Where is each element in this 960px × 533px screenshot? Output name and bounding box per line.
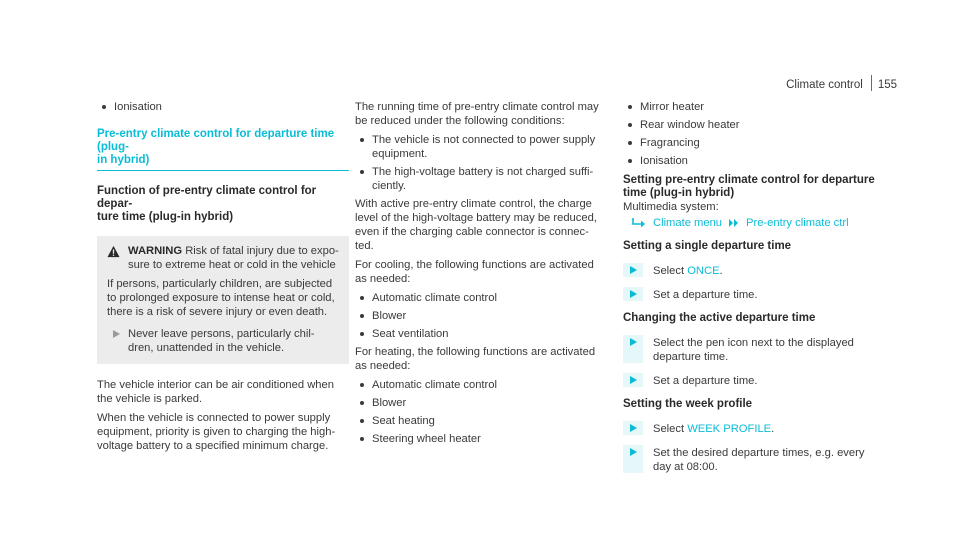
list-item: Fragrancing [623,136,883,150]
paragraph: For heating, the following functions are activated as needed: [355,346,596,372]
list-item: Automatic climate control [355,291,607,305]
list-item: Rear window heater [623,118,883,132]
column-left [97,100,349,458]
subheading: Changing the active departure time [623,312,816,324]
list-item: Seat ventilation [355,327,607,341]
warning-triangle-icon [107,245,120,258]
step-arrow-icon [623,287,643,301]
chapter-title: Climate control [786,79,863,91]
list-item: Steering wheel heater [355,432,607,446]
list-item: Blower [355,309,607,323]
header-divider [871,75,872,91]
system-label: Multimedia system: [623,201,719,213]
step-arrow-icon [623,263,643,277]
page-number: 155 [877,79,897,91]
list-item: Mirror heater [623,100,883,114]
instruction-step: Set a departure time. [623,288,883,302]
list-item: Automatic climate control [355,378,607,392]
warning-body: If persons, particularly children, are subjected to prolonged exposure to intense heat or cold, there is a risk of severe injury or even death. [107,278,335,318]
instruction-step: Set the desired departure times, e.g. every day at 08:00. [623,446,883,474]
paragraph: With active pre-entry climate control, the charge level of the high-voltage battery may be reduced, even if the charging cable connector is connec- ted. [355,198,597,252]
page-header [786,72,897,92]
list-item: Blower [355,396,607,410]
menu-path [623,216,883,230]
paragraph: The vehicle interior can be air conditioned when the vehicle is parked. [97,379,334,405]
double-chevron-icon [728,218,740,228]
column-right [623,100,883,480]
instruction-step: Set a departure time. [623,374,883,388]
enter-arrow-icon [631,217,647,229]
step-arrow-icon [113,330,120,338]
week-profile-option[interactable]: WEEK PROFILE [687,423,772,435]
subheading: Function of pre-entry climate control for depar- ture time (plug-in hybrid) [97,185,317,223]
warning-box [97,236,349,364]
warning-step: Never leave persons, particularly chil- dren, unattended in the vehicle. [107,327,339,355]
climate-menu-link[interactable]: Climate menu [653,217,723,229]
list-item: Ionisation [97,100,349,114]
warning-title: WARNING Risk of fatal injury due to expo- sure to extreme heat or cold in the vehicle [107,244,339,272]
once-option[interactable]: ONCE [687,265,720,277]
instruction-step: Select ONCE. [623,264,883,278]
subheading: Setting pre-entry climate control for departure time (plug-in hybrid) [623,174,875,199]
subheading: Setting a single departure time [623,240,792,252]
list-item: The vehicle is not connected to power supply equipment. [355,133,607,161]
list-item: The high-voltage battery is not charged suffi- ciently. [355,165,607,193]
step-arrow-icon [623,373,643,387]
list-item: Ionisation [623,154,883,168]
section-heading: Pre-entry climate control for departure time (plug- in hybrid) [97,128,349,171]
paragraph: For cooling, the following functions are activated as needed: [355,259,594,285]
step-arrow-icon [623,421,643,435]
pre-entry-climate-link[interactable]: Pre-entry climate ctrl [746,217,849,229]
paragraph: When the vehicle is connected to power supply equipment, priority is given to charging the high- voltage battery to a specified minimum charge. [97,412,336,452]
subheading: Setting the week profile [623,398,753,410]
instruction-step: Select the pen icon next to the displayed departure time. [623,336,883,364]
list-item: Seat heating [355,414,607,428]
instruction-step: Select WEEK PROFILE. [623,422,883,436]
step-arrow-icon [623,335,643,363]
paragraph: The running time of pre-entry climate control may be reduced under the following conditions: [355,101,599,127]
column-middle [355,100,607,450]
step-arrow-icon [623,445,643,473]
